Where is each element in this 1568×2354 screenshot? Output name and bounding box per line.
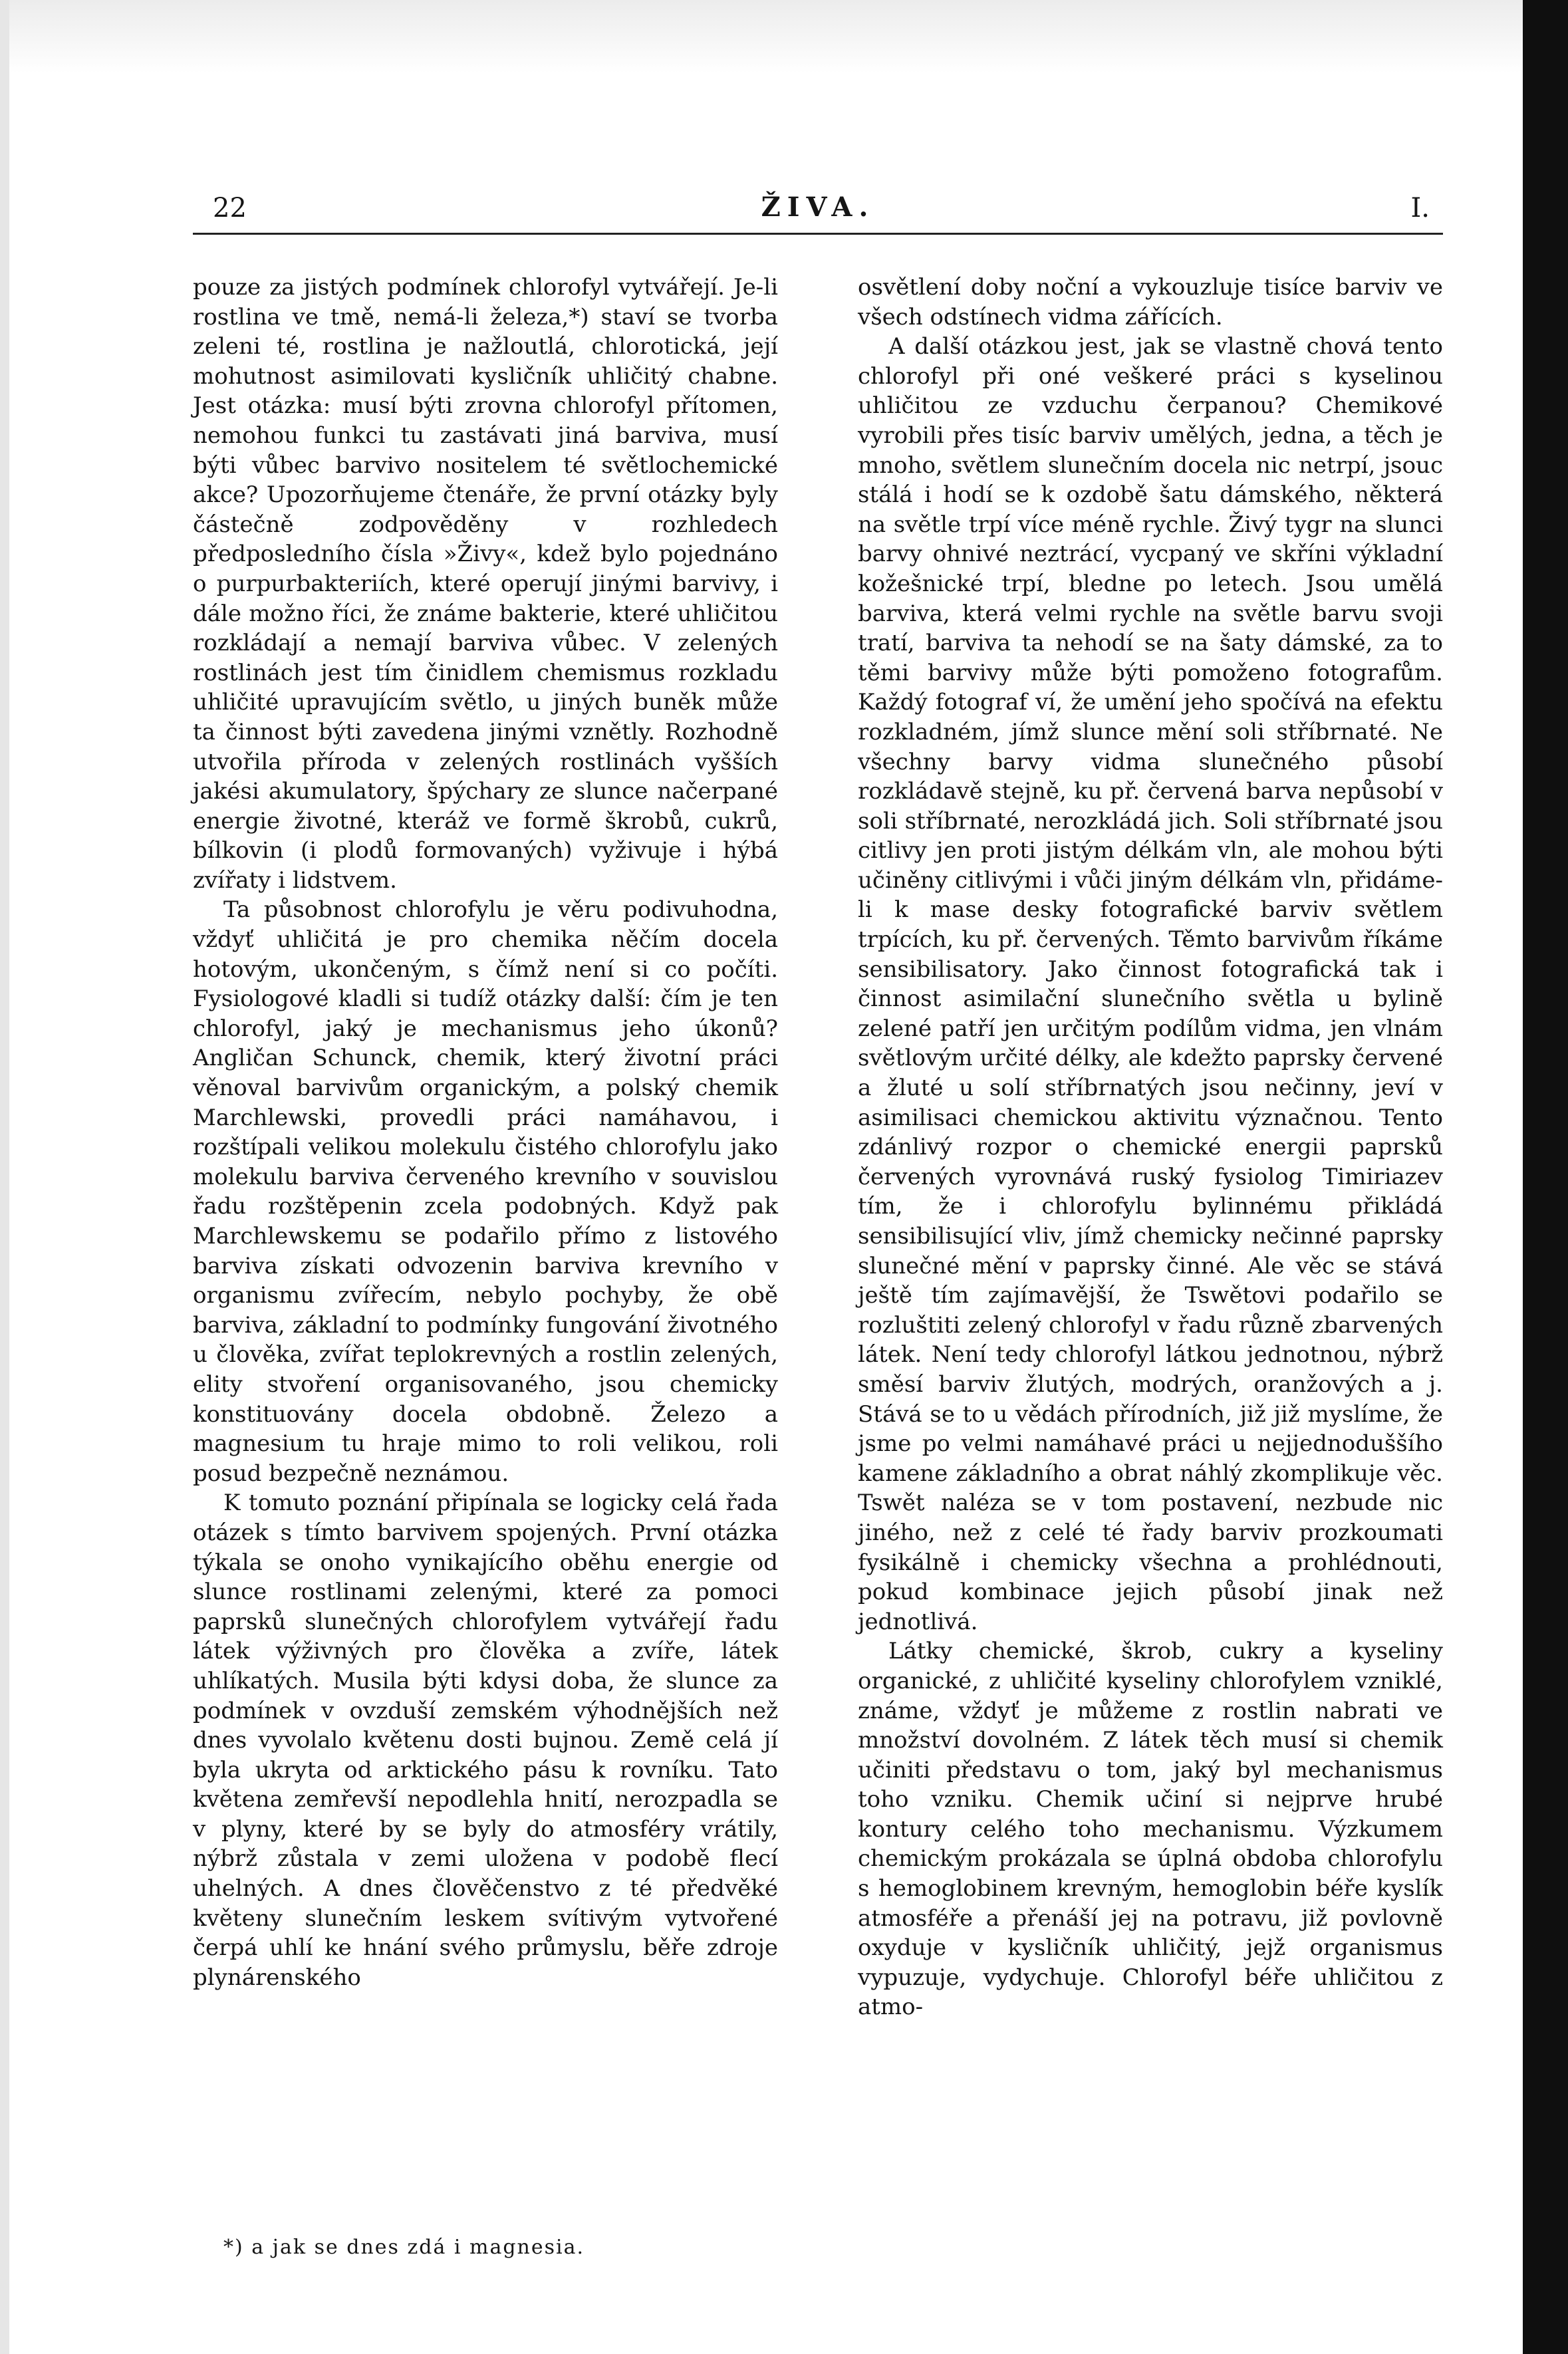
paragraph: Látky chemické, škrob, cukry a kyseliny organické, z uhličité kyseliny chlorofylem vzniklé, známe, vždyť je můžeme z rostlin nabrati ve množství dovolném. Z látek těch musí si chemik učiniti představu o tom, jaký byl mechanismus toho vzniku. Chemik učiní si nejprve hrubé kontury celého toho mechanismu. Výzkumem chemickým prokázala se úplná obdoba chlorofylu s hemoglobinem krevným, hemoglobin béře kyslík atmosféře a přenáší jej na potravu, již povlovně oxyduje v kysličník uhličitý, jejž organismus vypuzuje, vydychuje. Chlorofyl béře uhličitou z atmo- (858, 1638, 1443, 2021)
paragraph: osvětlení doby noční a vykouzluje tisíce barviv ve všech odstínech vidma zářících. (858, 274, 1443, 330)
scan-right-border (1523, 0, 1568, 2354)
paragraph: pouze za jistých podmínek chlorofyl vytvářejí. Je-li rostlina ve tmě, nemá-li železa,*) staví se tvorba zeleni té, rostlina je nažloutlá, chlorotická, její mohutnost asimilovati kysličník uhličitý chabne. Jest otázka: musí býti zrovna chlorofyl přítomen, nemohou funkci tu zastávati jiná barviva, musí býti vůbec barvivo nositelem té světlochemické akce? Upozorňujeme čtenáře, že první otázky byly částečně zodpověděny v rozhledech předposledního čísla »Živy«, kdež bylo pojednáno o purpurbakteriích, které operují jinými barvivy, i dále možno říci, že známe bakterie, které uhličitou rozkládají a nemají barviva vůbec. V zelených rostlinách jest tím činidlem chemismus rozkladu uhličité upravujícím světlo, u jiných buněk může ta činnost býti zavedena jinými vznětly. Rozhodně utvořila příroda v zelených rostlinách vyšších jakési akumulatory, špýchary ze slunce načerpané energie životné, kteráž ve formě škrobů, cukrů, bílkovin (i plodů formovaných) vyživuje i hýbá zvířaty i lidstvem. (193, 274, 778, 894)
left-column (193, 273, 778, 1992)
right-column (858, 273, 1443, 2022)
header-rule (193, 233, 1443, 235)
journal-title: ŽIVA. (761, 192, 875, 223)
journal-page (193, 186, 1443, 2327)
paragraph: K tomuto poznání připínala se logicky celá řada otázek s tímto barvivem spojených. První otázka týkala se onoho vynikajícího oběhu energie od slunce rostlinami zelenými, které za pomoci paprsků slunečných chlorofylem vytvářejí řadu látek výživných pro člověka a zvíře, látek uhlíkatých. Musila býti kdysi doba, že slunce za podmínek v ovzduší zemském výhodnějších než dnes vyvolalo květenu dosti bujnou. Země celá jí byla ukryta od arktického pásu k rovníku. Tato květena zemřevší nepodlehla hnití, nerozpadla se v plyny, které by se byly do atmosféry vrátily, nýbrž zůstala v zemi uložena v podobě flecí uhelných. A dnes člověčenstvo z té předvěké květeny slunečním leskem svítivým vytvořené čerpá uhlí ke hnání svého průmyslu, běře zdroje plynárenského (193, 1490, 778, 1991)
scan-left-margin (0, 0, 9, 2354)
paragraph: A další otázkou jest, jak se vlastně chová tento chlorofyl při oné veškeré práci s kyselinou uhličitou ze vzduchu čerpanou? Chemikové vyrobili přes tisíc barviv umělých, jedna, a těch je mnoho, světlem slunečním docela nic netrpí, jsouc stálá i hodí se k ozdobě šatu dámského, některá na světle trpí více méně rychle. Živý tygr na slunci barvy ohnivé neztrácí, vycpaný ve skříni výkladní kožešnické trpí, bledne po letech. Jsou umělá barviva, která velmi rychle na světle barvu svoji tratí, barviva ta nehodí se na šaty dámské, za to těmi barvivy může býti pomoženo fotografům. Každý fotograf ví, že umění jeho spočívá na efektu rozkladném, jímž slunce mění soli stříbrnaté. Ne všechny barvy vidma slunečného působí rozkládavě stejně, ku př. červená barva nepůsobí v soli stříbrnaté, nerozkládá jich. Soli stříbrnaté jsou citlivy jen proti jistým délkám vln, ale mohou býti učiněny citlivými i vůči jiným délkám vln, přidáme-li k mase desky fotografické barviv světlem trpících, ku př. červených. Těmto barvivům říkáme sensibilisatory. Jako činnost fotografická tak i činnost asimilační slunečního světla u bylině zelené patří jen určitým podílům vidma, jen vlnám světlovým určité délky, ale kdežto paprsky červené a žluté u solí stříbrnatých jsou nečinny, jeví v asimilisaci chemickou aktivitu význačnou. Tento zdánlivý rozpor o chemické energii paprsků červených vyrovnává ruský fysiolog Timiriazev tím, že i chlorofylu bylinnému přikládá sensibilisující vliv, jímž chemicky nečinné paprsky slunečné mění v paprsky činné. Ale věc se stává ještě tím zajímavější, že Tswětovi podařilo se rozluštiti zelený chlorofyl v řadu různě zbarvených látek. Není tedy chlorofyl látkou jednotnou, nýbrž směsí barviv žlutých, modrých, oranžových a j. Stává se to u vědách přírodních, již již myslíme, že jsme po velmi namáhavé práci u nejjednoduššího kamene základního a obrat náhlý zkomplikuje věc. Tswět naléza se v tom postavení, nezbude nic jiného, než z celé té řady barviv prozkoumati fysikálně i chemicky všechna a prohlédnouti, pokud kombinace jejich působí jinak než jednotlivá. (858, 333, 1443, 1635)
footnote: *) a jak se dnes zdá i magnesia. (223, 2236, 585, 2259)
page-header (193, 186, 1443, 226)
paragraph: Ta působnost chlorofylu je věru podivuhodna, vždyť uhličitá je pro chemika něčím docela hotovým, ukončeným, s čímž není si co počíti. Fysiologové kladli si tudíž otázky další: čím je ten chlorofyl, jaký je mechanismus jeho úkonů? Angličan Schunck, chemik, který životní práci věnoval barvivům organickým, a polský chemik Marchlewski, provedli práci namáhavou, i rozštípali velikou molekulu čistého chlorofylu jako molekulu barviva červeného krevního v souvislou řadu rozštěpenin zcela podobných. Když pak Marchlewskemu se podařilo přímo z listového barviva získati odvozenin barviva krevního v organismu zvířecím, nebylo pochyby, že obě barviva, základní to podmínky fungování životného u člověka, zvířat teplokrevných a rostlin zelených, elity stvoření organisovaného, jsou chemicky konstituovány docela obdobně. Železo a magnesium tu hraje mimo to roli velikou, roli posud bezpečně neznámou. (193, 896, 778, 1487)
scan-top-shadow (0, 0, 1523, 73)
volume-number: I. (1410, 193, 1430, 223)
page-number: 22 (213, 193, 247, 223)
